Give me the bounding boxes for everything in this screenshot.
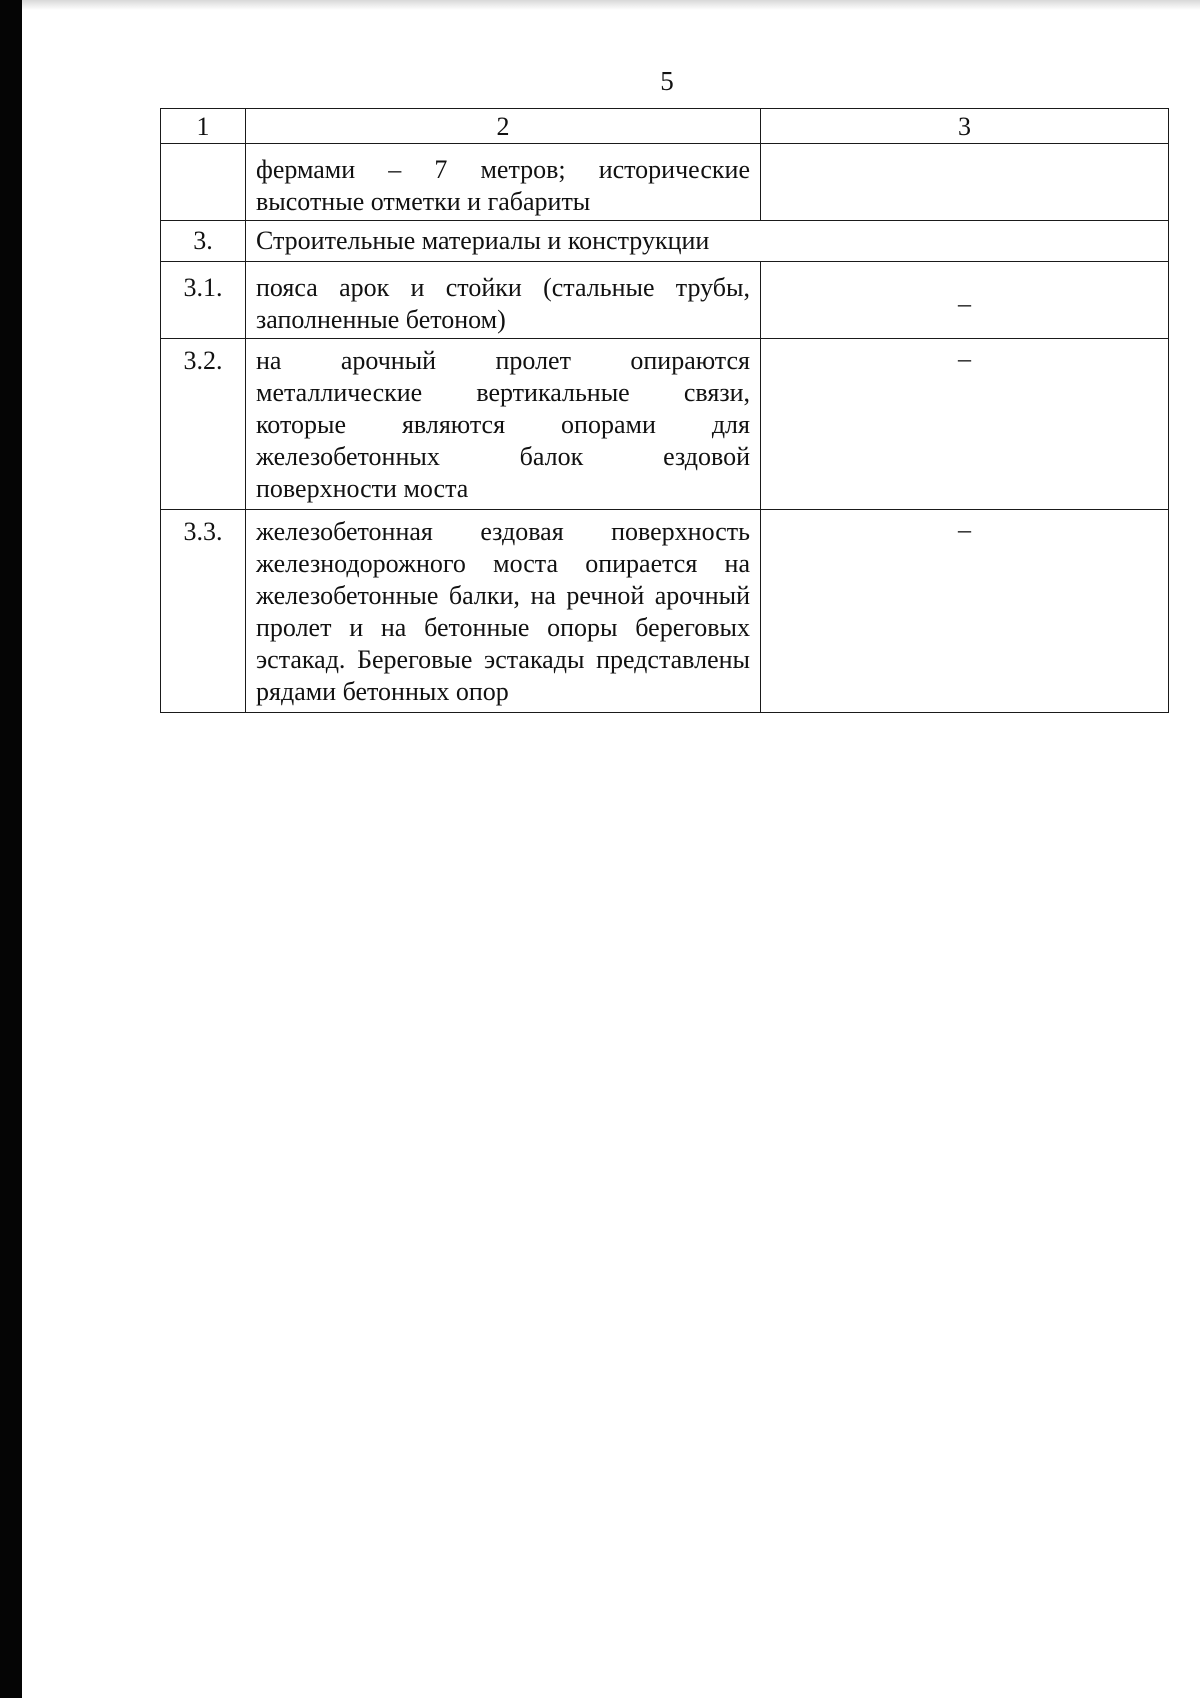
- row-value: –: [761, 262, 1169, 339]
- document-table: [160, 108, 1169, 713]
- header-cell-2: 2: [246, 109, 761, 144]
- page-number: 5: [660, 66, 674, 96]
- table-row: [161, 262, 1169, 339]
- row-text: на арочный пролет опираются металлические вертикальные связи, которые являются опорами для железобетонных балок ездовой поверхности моста: [246, 339, 761, 510]
- scan-dark-edge: [0, 0, 22, 1698]
- row-number: 3.1.: [161, 262, 246, 339]
- table-row: [161, 144, 1169, 221]
- row-number: 3.2.: [161, 339, 246, 510]
- row-number: 3.3.: [161, 510, 246, 713]
- section-title: Строительные материалы и конструкции: [246, 221, 1169, 262]
- row-value: [761, 144, 1169, 221]
- scan-top-shadow: [22, 0, 1200, 10]
- row-number: [161, 144, 246, 221]
- header-cell-3: 3: [761, 109, 1169, 144]
- row-value: –: [761, 510, 1169, 713]
- table-row: [161, 339, 1169, 510]
- table-header-row: [161, 109, 1169, 144]
- table-section-row: [161, 221, 1169, 262]
- table-row: [161, 510, 1169, 713]
- section-number: 3.: [161, 221, 246, 262]
- row-text: пояса арок и стойки (стальные трубы, заполненные бетоном): [246, 262, 761, 339]
- row-value: –: [761, 339, 1169, 510]
- row-text: железобетонная ездовая поверхность железнодорожного моста опирается на железобетонные балки, на речной арочный пролет и на бетонные опоры береговых эстакад. Береговые эстакады представлены рядами бетонных опор: [246, 510, 761, 713]
- row-text: фермами – 7 метров; исторические высотные отметки и габариты: [246, 144, 761, 221]
- header-cell-1: 1: [161, 109, 246, 144]
